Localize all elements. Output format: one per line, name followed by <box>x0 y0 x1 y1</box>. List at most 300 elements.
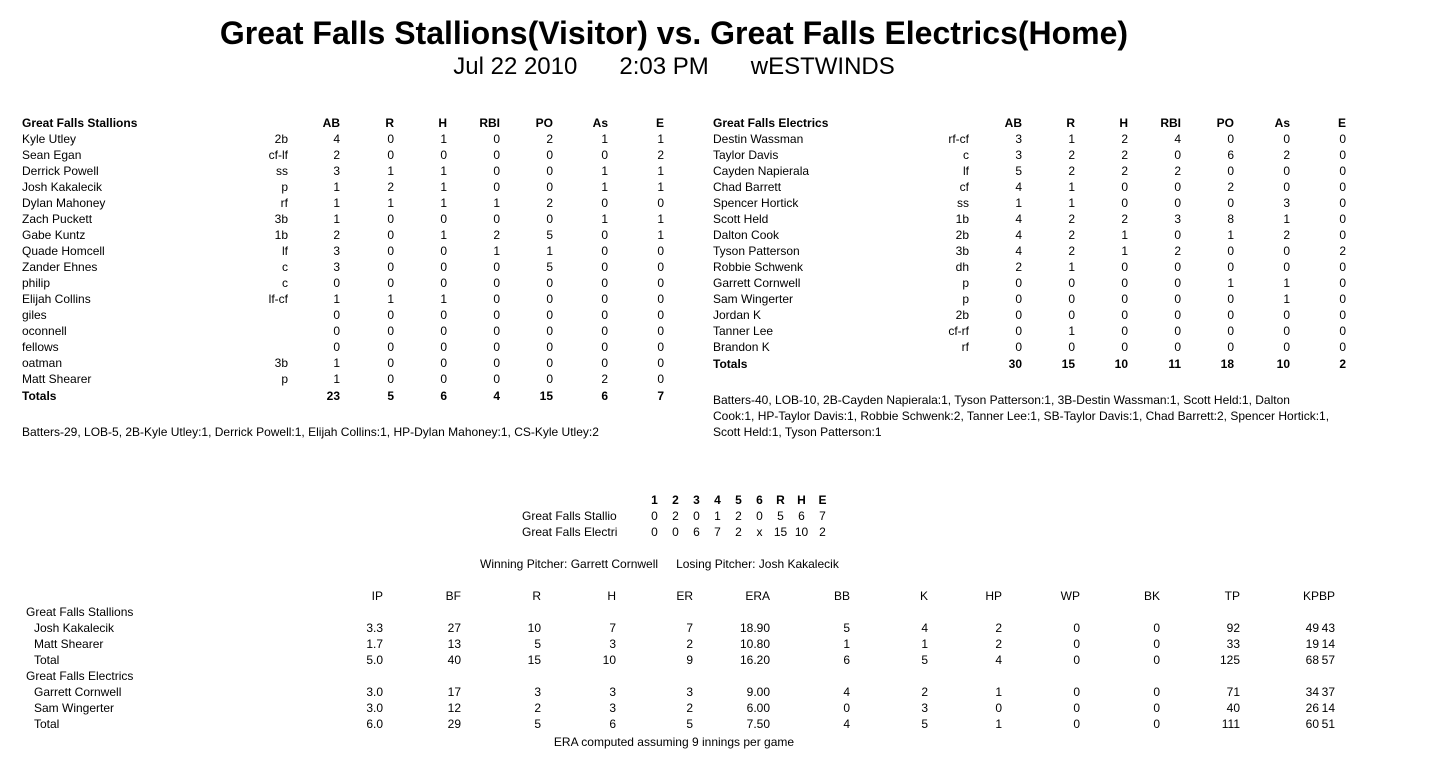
stat-cell: 2 <box>1068 244 1075 258</box>
inning-heading: E <box>818 493 827 507</box>
stat-cell: 0 <box>493 324 500 338</box>
player-row <box>22 259 664 275</box>
inning-heading: 1 <box>651 493 658 507</box>
pitcher-row <box>26 684 1335 700</box>
stat-cell: 1 <box>440 132 447 146</box>
stat-cell: 0 <box>1339 148 1346 162</box>
stat-cell: 2 <box>1068 148 1075 162</box>
pitching-cell: 3 <box>609 701 616 715</box>
linescore-cell: 2 <box>735 525 742 539</box>
stat-cell: 4 <box>1015 212 1022 226</box>
pitching-cell: 27 <box>447 621 461 635</box>
pitching-cell: 5 <box>921 717 928 731</box>
stat-cell: 1 <box>657 180 664 194</box>
pitching-cell: 0 <box>995 701 1002 715</box>
stat-cell: 3 <box>333 244 340 258</box>
pitcher-row <box>26 700 1335 716</box>
stat-cell: 2 <box>493 228 500 242</box>
player-row <box>22 147 664 163</box>
player-name: Tyson Patterson <box>713 244 800 258</box>
stat-cell: 1 <box>601 212 608 226</box>
pitching-cell: 10.80 <box>739 637 770 651</box>
player-position: lf <box>963 164 969 178</box>
totals-cell: 4 <box>493 389 500 403</box>
pitcher-spacer-heading <box>282 588 306 604</box>
stat-cell: 0 <box>1068 308 1075 322</box>
pitching-column-heading: ER <box>676 589 693 603</box>
pitching-column-heading: K <box>919 589 928 603</box>
stat-cell: 0 <box>1174 196 1181 210</box>
stat-cell: 5 <box>546 228 553 242</box>
totals-row <box>713 355 1346 373</box>
stat-cell: 1 <box>333 196 340 210</box>
stat-cell: 0 <box>493 372 500 386</box>
stat-cell: 0 <box>1174 308 1181 322</box>
stat-cell: 1 <box>1068 196 1075 210</box>
player-row <box>713 307 1346 323</box>
stat-cell: 0 <box>493 260 500 274</box>
pitching-cell: 0 <box>1073 637 1080 651</box>
pitching-column-heading: IP <box>371 589 383 603</box>
stat-cell: 0 <box>387 132 394 146</box>
pitching-cell: 2 <box>534 701 541 715</box>
stat-cell: 1 <box>657 212 664 226</box>
stat-cell: 1 <box>333 356 340 370</box>
pitching-cell: 3.0 <box>366 701 383 715</box>
pitching-column-heading: BP <box>1319 589 1336 603</box>
stat-cell: 2 <box>546 132 553 146</box>
pitching-cell: 9 <box>686 653 693 667</box>
stat-cell: 2 <box>1339 244 1346 258</box>
stat-cell: 2 <box>546 196 553 210</box>
player-name: Zander Ehnes <box>22 260 98 274</box>
pitching-cell: 26 <box>1305 701 1319 715</box>
player-name: oconnell <box>22 324 67 338</box>
player-name: Matt Shearer <box>22 372 92 386</box>
stat-cell: 1 <box>387 164 394 178</box>
stat-cell: 2 <box>1174 244 1181 258</box>
era-note: ERA computed assuming 9 innings per game <box>553 735 795 749</box>
pitching-cell: 0 <box>1153 717 1160 731</box>
pitching-cell: 5 <box>843 621 850 635</box>
stat-cell: 1 <box>333 212 340 226</box>
stat-cell: 1 <box>546 244 553 258</box>
stat-cell: 0 <box>546 356 553 370</box>
inning-heading: 2 <box>672 493 679 507</box>
linescore-cell: 2 <box>819 525 826 539</box>
stat-cell: 0 <box>1283 244 1290 258</box>
pitching-cell: 2 <box>686 637 693 651</box>
player-name: oatman <box>22 356 63 370</box>
player-row <box>22 195 664 211</box>
pitching-cell: 4 <box>995 653 1002 667</box>
player-position: p <box>281 180 288 194</box>
stat-cell: 0 <box>1015 292 1022 306</box>
stat-cell: 0 <box>1015 340 1022 354</box>
pitching-cell: 9.00 <box>746 685 770 699</box>
player-name: Sean Egan <box>22 148 82 162</box>
player-position: p <box>962 276 969 290</box>
inning-heading: 6 <box>756 493 763 507</box>
pitching-cell: 14 <box>1321 637 1336 651</box>
stat-cell: 1 <box>440 228 447 242</box>
pitching-cell: 1 <box>921 637 928 651</box>
player-position: 2b <box>274 132 288 146</box>
linescore-cell: 2 <box>735 509 742 523</box>
stat-cell: 0 <box>387 244 394 258</box>
stat-column-heading: R <box>385 116 394 130</box>
player-row <box>22 131 664 147</box>
stat-cell: 0 <box>387 148 394 162</box>
player-position: 2b <box>955 308 969 322</box>
totals-cell: 11 <box>1168 357 1181 371</box>
totals-cell: 10 <box>1276 357 1290 371</box>
player-position: rf <box>280 196 288 210</box>
stat-cell: 6 <box>1227 148 1234 162</box>
stat-cell: 0 <box>1339 196 1346 210</box>
player-position: 3b <box>274 356 288 370</box>
stat-cell: 0 <box>601 148 608 162</box>
stat-cell: 0 <box>657 292 664 306</box>
stat-cell: 0 <box>1174 324 1181 338</box>
stat-cell: 0 <box>440 276 447 290</box>
pitching-cell: 0 <box>1153 685 1160 699</box>
pitcher-spacer <box>282 716 306 732</box>
player-row <box>713 323 1346 339</box>
player-row <box>22 211 664 227</box>
pitching-cell: 125 <box>1219 653 1240 667</box>
stat-cell: 2 <box>1068 228 1075 242</box>
pitcher-name: Garrett Cornwell <box>34 685 122 699</box>
stat-cell: 0 <box>1174 180 1181 194</box>
stat-cell: 4 <box>333 132 340 146</box>
player-name: Sam Wingerter <box>713 292 794 306</box>
stat-cell: 0 <box>387 324 394 338</box>
player-position <box>222 307 288 323</box>
stat-cell: 0 <box>387 308 394 322</box>
stat-cell: 1 <box>333 292 340 306</box>
player-position <box>222 323 288 339</box>
player-row <box>22 227 664 243</box>
player-position: 3b <box>274 212 288 226</box>
player-row <box>713 275 1346 291</box>
stat-cell: 0 <box>657 324 664 338</box>
pitching-column-heading: WP <box>1060 589 1080 603</box>
stat-cell: 1 <box>493 244 500 258</box>
stat-cell: 0 <box>440 148 447 162</box>
stat-cell: 1 <box>387 196 394 210</box>
stat-cell: 4 <box>1015 244 1022 258</box>
pitching-cell: 3.3 <box>366 621 383 635</box>
pitcher-row <box>26 620 1335 636</box>
stat-cell: 5 <box>1015 164 1022 178</box>
player-position: dh <box>955 260 969 274</box>
stat-cell: 0 <box>601 308 608 322</box>
linescore-cell: 0 <box>756 509 763 523</box>
stat-cell: 0 <box>440 324 447 338</box>
player-position: ss <box>276 164 288 178</box>
stat-cell: 0 <box>440 212 447 226</box>
pitching-cell: 5 <box>534 717 541 731</box>
stat-cell: 0 <box>1227 308 1234 322</box>
stat-cell: 0 <box>1068 276 1075 290</box>
stat-cell: 0 <box>1283 132 1290 146</box>
pitching-cell: 0 <box>1153 621 1160 635</box>
player-name: Destin Wassman <box>713 132 804 146</box>
stat-column-heading: E <box>655 116 664 130</box>
stat-cell: 0 <box>1283 340 1290 354</box>
player-name: philip <box>22 276 51 290</box>
stat-cell: 0 <box>601 292 608 306</box>
stat-cell: 0 <box>546 276 553 290</box>
totals-row <box>22 387 664 405</box>
pitching-team-row <box>26 604 1335 620</box>
stat-cell: 0 <box>440 244 447 258</box>
stat-cell: 2 <box>1174 164 1181 178</box>
linescore-cell: 0 <box>651 525 658 539</box>
player-row <box>22 371 664 387</box>
pitching-cell: 6 <box>609 717 616 731</box>
pitching-cell: 3 <box>686 685 693 699</box>
stat-column-heading: PO <box>1216 116 1234 130</box>
linescore-cell: 6 <box>693 525 700 539</box>
linescore-row <box>522 524 833 540</box>
player-row <box>713 227 1346 243</box>
pitching-column-heading: BK <box>1143 589 1160 603</box>
stat-cell: 0 <box>1227 164 1234 178</box>
stat-cell: 1 <box>601 164 608 178</box>
stat-cell: 0 <box>1339 324 1346 338</box>
pitching-cell: 0 <box>1153 701 1160 715</box>
pitching-cell: 14 <box>1321 701 1336 715</box>
pitching-cell: 5 <box>534 637 541 651</box>
stat-cell: 0 <box>1339 276 1346 290</box>
winning-pitcher: Winning Pitcher: Garrett Cornwell <box>480 557 659 571</box>
linescore-cell: x <box>756 525 763 539</box>
pitching-cell: 92 <box>1226 621 1240 635</box>
player-row <box>713 147 1346 163</box>
totals-label: Totals <box>22 389 57 403</box>
stat-cell: 0 <box>1121 340 1128 354</box>
stat-cell: 0 <box>493 132 500 146</box>
player-name: Gabe Kuntz <box>22 228 86 242</box>
stat-cell: 0 <box>493 292 500 306</box>
stat-cell: 1 <box>1015 196 1022 210</box>
totals-cell: 18 <box>1220 357 1234 371</box>
stat-cell: 0 <box>1227 196 1234 210</box>
stat-cell: 0 <box>1339 260 1346 274</box>
stat-cell: 0 <box>1283 260 1290 274</box>
totals-label: Totals <box>713 357 748 371</box>
stat-column-heading: H <box>1119 116 1128 130</box>
stat-cell: 0 <box>387 260 394 274</box>
player-position: c <box>963 148 969 162</box>
stat-cell: 0 <box>1068 340 1075 354</box>
stat-cell: 1 <box>1121 244 1128 258</box>
pitching-cell: 5 <box>921 653 928 667</box>
stat-cell: 0 <box>387 340 394 354</box>
stat-cell: 2 <box>1227 180 1234 194</box>
stat-cell: 3 <box>1015 132 1022 146</box>
stat-cell: 0 <box>1227 244 1234 258</box>
totals-spacer <box>913 355 969 373</box>
player-position: 3b <box>955 244 969 258</box>
linescore-row <box>522 508 833 524</box>
stat-cell: 0 <box>1227 260 1234 274</box>
stat-cell: 1 <box>1283 212 1290 226</box>
pitcher-name: Total <box>34 653 60 667</box>
stat-cell: 8 <box>1227 212 1234 226</box>
stat-cell: 0 <box>1339 132 1346 146</box>
player-name: giles <box>22 308 47 322</box>
pitching-cell: 3 <box>921 701 928 715</box>
stat-cell: 0 <box>546 180 553 194</box>
linescore-cell: 0 <box>672 525 679 539</box>
visitor-batting-notes: Batters-29, LOB-5, 2B-Kyle Utley:1, Derrick Powell:1, Elijah Collins:1, HP-Dylan Mahoney:1, CS-Kyle Utley:2 <box>22 425 599 439</box>
stat-cell: 0 <box>546 292 553 306</box>
pitching-column-heading: KP <box>1302 589 1319 603</box>
player-name: fellows <box>22 340 59 354</box>
stat-cell: 1 <box>601 132 608 146</box>
totals-cell: 7 <box>657 389 664 403</box>
player-row <box>22 179 664 195</box>
stat-column-heading: RBI <box>1160 116 1181 130</box>
player-position: rf-cf <box>948 132 969 146</box>
stat-cell: 0 <box>1339 228 1346 242</box>
player-name: Chad Barrett <box>713 180 782 194</box>
linescore-cell: 10 <box>794 525 809 539</box>
stat-cell: 0 <box>493 180 500 194</box>
stat-cell: 1 <box>1283 292 1290 306</box>
player-name: Zach Puckett <box>22 212 93 226</box>
pitching-cell: 0 <box>1153 637 1160 651</box>
pitching-cell: 0 <box>1073 685 1080 699</box>
pitching-cell: 0 <box>1153 653 1160 667</box>
pitching-cell: 1 <box>995 685 1002 699</box>
stat-cell: 0 <box>1339 212 1346 226</box>
visitor-batting-header <box>22 115 664 131</box>
stat-cell: 1 <box>1283 276 1290 290</box>
stat-cell: 0 <box>657 340 664 354</box>
player-row <box>713 291 1346 307</box>
stat-cell: 0 <box>493 308 500 322</box>
stat-cell: 2 <box>333 228 340 242</box>
pitching-cell: 4 <box>843 717 850 731</box>
player-row <box>713 195 1346 211</box>
pitcher-row <box>26 652 1335 668</box>
player-row <box>713 131 1346 147</box>
pitching-cell: 2 <box>995 621 1002 635</box>
pitching-cell: 3 <box>609 637 616 651</box>
pitching-cell: 40 <box>1226 701 1240 715</box>
stat-cell: 0 <box>493 148 500 162</box>
pitching-cell: 4 <box>843 685 850 699</box>
pitching-cell: 68 <box>1305 653 1319 667</box>
pitching-cell: 1 <box>995 717 1002 731</box>
player-name: Derrick Powell <box>22 164 99 178</box>
stat-cell: 0 <box>1227 340 1234 354</box>
player-position: c <box>282 260 288 274</box>
totals-cell: 5 <box>387 389 394 403</box>
pitching-cell: 33 <box>1226 637 1240 651</box>
game-subtitle <box>0 52 1348 82</box>
stat-cell: 1 <box>333 180 340 194</box>
stat-cell: 5 <box>546 260 553 274</box>
pitching-cell: 6 <box>843 653 850 667</box>
stat-cell: 0 <box>493 276 500 290</box>
stat-column-heading: E <box>1337 116 1346 130</box>
player-row <box>22 163 664 179</box>
linescore-body <box>522 508 833 540</box>
stat-cell: 0 <box>440 340 447 354</box>
pitching-cell: 13 <box>447 637 461 651</box>
player-name: Robbie Schwenk <box>713 260 804 274</box>
stat-cell: 1 <box>1068 324 1075 338</box>
pitching-cell: 18.90 <box>739 621 770 635</box>
stat-cell: 0 <box>1174 260 1181 274</box>
pitching-cell: 15 <box>527 653 541 667</box>
pitching-cell: 29 <box>447 717 461 731</box>
stat-cell: 0 <box>1339 308 1346 322</box>
player-name: Quade Homcell <box>22 244 105 258</box>
stat-cell: 0 <box>1015 308 1022 322</box>
stat-cell: 3 <box>1283 196 1290 210</box>
player-name: Elijah Collins <box>22 292 91 306</box>
inning-heading: H <box>797 493 806 507</box>
linescore-team: Great Falls Stallio <box>522 509 617 523</box>
player-position: 1b <box>955 212 969 226</box>
player-row <box>22 243 664 259</box>
pitching-cell: 0 <box>1073 653 1080 667</box>
stat-column-heading: H <box>438 116 447 130</box>
inning-heading: 4 <box>714 493 721 507</box>
stat-cell: 2 <box>1121 164 1128 178</box>
stat-cell: 0 <box>1121 260 1128 274</box>
stat-cell: 0 <box>657 356 664 370</box>
pitcher-spacer <box>282 652 306 668</box>
pitching-column-heading: TP <box>1224 589 1240 603</box>
player-row <box>713 259 1346 275</box>
pitching-table <box>26 588 1335 732</box>
stat-cell: 0 <box>546 308 553 322</box>
pitching-column-heading: H <box>607 589 616 603</box>
pitching-cell: 17 <box>447 685 461 699</box>
stat-cell: 0 <box>601 340 608 354</box>
linescore-cell: 0 <box>693 509 700 523</box>
pitcher-spacer <box>282 620 306 636</box>
player-position: p <box>281 372 288 386</box>
linescore-cell: 7 <box>819 509 826 523</box>
player-name: Dylan Mahoney <box>22 196 106 210</box>
pitching-cell: 71 <box>1226 685 1240 699</box>
stat-cell: 1 <box>440 196 447 210</box>
player-name: Garrett Cornwell <box>713 276 801 290</box>
stat-cell: 0 <box>1174 228 1181 242</box>
stat-cell: 2 <box>1283 148 1290 162</box>
pitching-cell: 0 <box>843 701 850 715</box>
pitching-cell: 6.0 <box>366 717 383 731</box>
stat-cell: 1 <box>657 164 664 178</box>
pitching-cell: 19 <box>1305 637 1319 651</box>
pitching-cell: 34 <box>1305 685 1319 699</box>
linescore-header <box>522 492 833 508</box>
stat-cell: 2 <box>387 180 394 194</box>
player-name: Scott Held <box>713 212 769 226</box>
pitching-cell: 43 <box>1321 621 1336 635</box>
decision-pitchers <box>480 556 839 572</box>
stat-cell: 0 <box>1174 276 1181 290</box>
linescore-team: Great Falls Electri <box>522 525 618 539</box>
